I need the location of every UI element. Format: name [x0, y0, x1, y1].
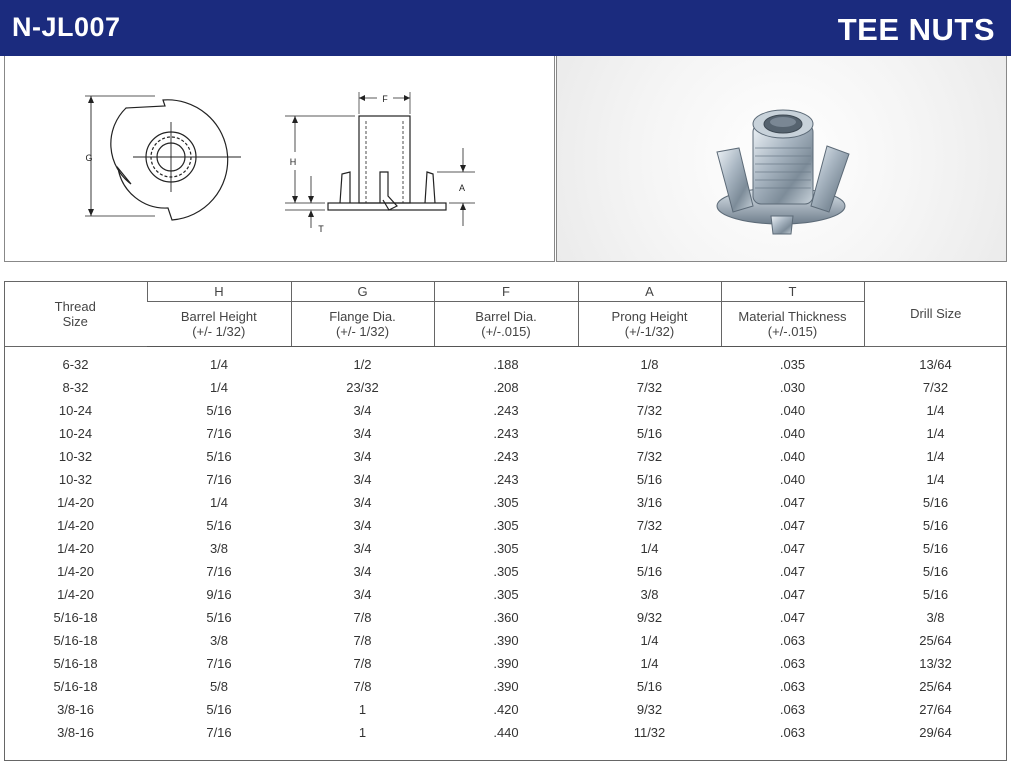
cell-material-thickness: .040	[779, 403, 806, 418]
cell-flange-dia: 3/4	[353, 426, 372, 441]
flange-dia-header: Flange Dia. (+/- 1/32)	[291, 302, 434, 347]
drill-size-header: Drill Size	[864, 281, 1007, 347]
cell-flange-dia: 3/4	[353, 472, 372, 487]
page-title: TEE NUTS	[837, 12, 995, 47]
cell-barrel-dia: .360	[493, 610, 519, 625]
cell-drill-size: 5/16	[922, 541, 949, 556]
cell-prong-height: 7/32	[636, 518, 663, 533]
cell-thread-size: 10-24	[58, 403, 93, 418]
cell-barrel-height: 9/16	[206, 587, 232, 602]
cell-barrel-dia: .305	[493, 541, 519, 556]
top-view	[85, 95, 241, 220]
cell-barrel-dia: .208	[493, 380, 519, 395]
cell-prong-height: 5/16	[636, 679, 663, 694]
part-code: N-JL007	[12, 12, 121, 42]
cell-material-thickness: .063	[779, 679, 806, 694]
dim-label-f: F	[382, 94, 388, 104]
table-row	[4, 698, 1007, 721]
table-row	[4, 491, 1007, 514]
cell-barrel-height: 7/16	[206, 564, 232, 579]
cell-drill-size: 1/4	[926, 403, 945, 418]
cell-drill-size: 5/16	[922, 587, 949, 602]
cell-barrel-dia: .305	[493, 587, 519, 602]
cell-thread-size: 5/16-18	[53, 633, 98, 648]
dim-label-t: T	[318, 224, 324, 234]
table-row	[4, 606, 1007, 629]
cell-prong-height: 5/16	[636, 564, 663, 579]
cell-barrel-height: 5/16	[206, 610, 232, 625]
cell-prong-height: 7/32	[636, 449, 663, 464]
cell-drill-size: 25/64	[919, 679, 952, 694]
cell-drill-size: 25/64	[919, 633, 952, 648]
cell-drill-size: 5/16	[922, 495, 949, 510]
cell-barrel-height: 1/4	[209, 357, 229, 372]
cell-flange-dia: 7/8	[353, 656, 372, 671]
table-row	[4, 399, 1007, 422]
tee-nut-drawing	[5, 56, 556, 262]
cell-flange-dia: 1/2	[353, 357, 372, 372]
table-row	[4, 721, 1007, 744]
cell-barrel-height: 7/16	[206, 472, 232, 487]
cell-flange-dia: 7/8	[353, 610, 372, 625]
cell-flange-dia: 3/4	[353, 495, 372, 510]
cell-material-thickness: .040	[779, 449, 806, 464]
cell-barrel-height: 5/16	[206, 449, 232, 464]
cell-barrel-dia: .440	[493, 725, 519, 740]
cell-drill-size: 29/64	[919, 725, 952, 740]
cell-prong-height: 1/4	[640, 656, 659, 671]
cell-barrel-height: 3/8	[209, 541, 229, 556]
cell-barrel-dia: .390	[493, 633, 519, 648]
cell-drill-size: 1/4	[926, 426, 945, 441]
cell-thread-size: 1/4-20	[57, 587, 94, 602]
cell-barrel-height: 5/16	[206, 702, 232, 717]
column-header-row	[4, 302, 1007, 347]
technical-drawing-panel	[4, 56, 555, 262]
cell-material-thickness: .063	[779, 633, 806, 648]
header-letter-t: T	[721, 281, 864, 302]
dimension-letter-row	[4, 281, 1007, 302]
cell-barrel-height: 5/16	[206, 403, 232, 418]
cell-prong-height: 5/16	[636, 426, 663, 441]
cell-thread-size: 5/16-18	[53, 656, 98, 671]
cell-drill-size: 5/16	[922, 564, 949, 579]
cell-flange-dia: 3/4	[353, 518, 372, 533]
cell-flange-dia: 1	[358, 725, 367, 740]
cell-barrel-dia: .420	[493, 702, 519, 717]
cell-prong-height: 7/32	[636, 403, 663, 418]
cell-flange-dia: 7/8	[353, 679, 372, 694]
title-bar	[0, 0, 1011, 56]
barrel-height-header: Barrel Height (+/- 1/32)	[147, 302, 291, 347]
cell-prong-height: 1/8	[640, 357, 659, 372]
cell-barrel-height: 1/4	[209, 495, 229, 510]
cell-drill-size: 3/8	[926, 610, 945, 625]
cell-thread-size: 10-32	[58, 449, 93, 464]
cell-drill-size: 13/32	[919, 656, 952, 671]
cell-thread-size: 3/8-16	[57, 725, 94, 740]
cell-material-thickness: .047	[779, 564, 806, 579]
cell-material-thickness: .063	[779, 725, 806, 740]
cell-barrel-height: 1/4	[209, 380, 229, 395]
cell-prong-height: 3/8	[640, 587, 659, 602]
cell-drill-size: 27/64	[919, 702, 952, 717]
table-row	[4, 560, 1007, 583]
cell-flange-dia: 3/4	[353, 564, 372, 579]
cell-material-thickness: .047	[779, 610, 806, 625]
prong-height-header: Prong Height (+/-1/32)	[578, 302, 721, 347]
cell-prong-height: 1/4	[640, 541, 659, 556]
cell-flange-dia: 3/4	[353, 449, 372, 464]
cell-thread-size: 5/16-18	[53, 610, 98, 625]
material-thickness-header: Material Thickness (+/-.015)	[721, 302, 864, 347]
cell-barrel-height: 3/8	[209, 633, 229, 648]
cell-barrel-dia: .188	[493, 357, 519, 372]
table-row	[4, 376, 1007, 399]
table-row	[4, 652, 1007, 675]
cell-barrel-dia: .243	[493, 449, 519, 464]
cell-flange-dia: 3/4	[353, 587, 372, 602]
cell-barrel-height: 5/8	[209, 679, 229, 694]
cell-prong-height: 11/32	[633, 725, 666, 740]
table-row	[4, 445, 1007, 468]
cell-drill-size: 13/64	[919, 357, 952, 372]
cell-thread-size: 10-32	[58, 472, 93, 487]
table-row	[4, 514, 1007, 537]
cell-prong-height: 9/32	[636, 702, 663, 717]
cell-prong-height: 9/32	[636, 610, 663, 625]
cell-barrel-dia: .305	[493, 518, 519, 533]
tee-nut-spec-table	[4, 281, 1007, 744]
cell-drill-size: 1/4	[926, 449, 945, 464]
table-row	[4, 629, 1007, 652]
table-row	[4, 675, 1007, 698]
cell-thread-size: 1/4-20	[57, 541, 94, 556]
table-row	[4, 583, 1007, 606]
cell-flange-dia: 7/8	[353, 633, 372, 648]
table-row	[4, 347, 1007, 377]
cell-thread-size: 10-24	[58, 426, 93, 441]
cell-material-thickness: .035	[779, 357, 806, 372]
cell-material-thickness: .063	[779, 702, 806, 717]
cell-barrel-height: 5/16	[206, 518, 232, 533]
cell-drill-size: 7/32	[922, 380, 949, 395]
cell-thread-size: 8-32	[62, 380, 89, 395]
cell-barrel-dia: .390	[493, 679, 519, 694]
cell-flange-dia: 1	[358, 702, 367, 717]
cell-barrel-dia: .305	[493, 564, 519, 579]
thread-size-header: Thread Size	[4, 281, 147, 347]
cell-material-thickness: .047	[779, 541, 806, 556]
cell-flange-dia: 3/4	[353, 403, 372, 418]
cell-material-thickness: .040	[779, 472, 806, 487]
cell-prong-height: 3/16	[636, 495, 663, 510]
product-photo-panel	[556, 56, 1007, 262]
cell-material-thickness: .047	[779, 587, 806, 602]
cell-barrel-dia: .305	[493, 495, 519, 510]
tee-nut-photo	[557, 56, 1008, 262]
cell-flange-dia: 3/4	[353, 541, 372, 556]
cell-thread-size: 1/4-20	[57, 564, 94, 579]
cell-thread-size: 1/4-20	[57, 518, 94, 533]
tee-nut-image	[717, 110, 849, 234]
spec-table-body	[4, 347, 1007, 745]
header-letter-f: F	[434, 281, 578, 302]
cell-barrel-dia: .390	[493, 656, 519, 671]
cell-barrel-dia: .243	[493, 426, 519, 441]
cell-drill-size: 1/4	[926, 472, 945, 487]
cell-material-thickness: .030	[779, 380, 806, 395]
table-row	[4, 468, 1007, 491]
table-row	[4, 422, 1007, 445]
side-view	[285, 92, 475, 228]
cell-material-thickness: .047	[779, 495, 806, 510]
barrel-dia-header: Barrel Dia. (+/-.015)	[434, 302, 578, 347]
header-letter-g: G	[291, 281, 434, 302]
table-row	[4, 537, 1007, 560]
cell-drill-size: 5/16	[922, 518, 949, 533]
cell-barrel-dia: .243	[493, 472, 519, 487]
cell-material-thickness: .063	[779, 656, 806, 671]
cell-barrel-dia: .243	[493, 403, 519, 418]
cell-thread-size: 3/8-16	[57, 702, 94, 717]
cell-thread-size: 5/16-18	[53, 679, 98, 694]
cell-thread-size: 1/4-20	[57, 495, 94, 510]
dim-label-a: A	[458, 183, 466, 193]
cell-thread-size: 6-32	[62, 357, 89, 372]
dim-label-h: H	[289, 157, 297, 167]
cell-prong-height: 1/4	[640, 633, 659, 648]
cell-material-thickness: .040	[779, 426, 806, 441]
header-letter-a: A	[578, 281, 721, 302]
dim-label-g: G	[85, 153, 93, 163]
cell-flange-dia: 23/32	[346, 380, 379, 395]
cell-barrel-height: 7/16	[206, 725, 232, 740]
cell-material-thickness: .047	[779, 518, 806, 533]
cell-barrel-height: 7/16	[206, 656, 232, 671]
header-letter-h: H	[147, 281, 291, 302]
cell-barrel-height: 7/16	[206, 426, 232, 441]
cell-prong-height: 5/16	[636, 472, 663, 487]
cell-prong-height: 7/32	[636, 380, 663, 395]
